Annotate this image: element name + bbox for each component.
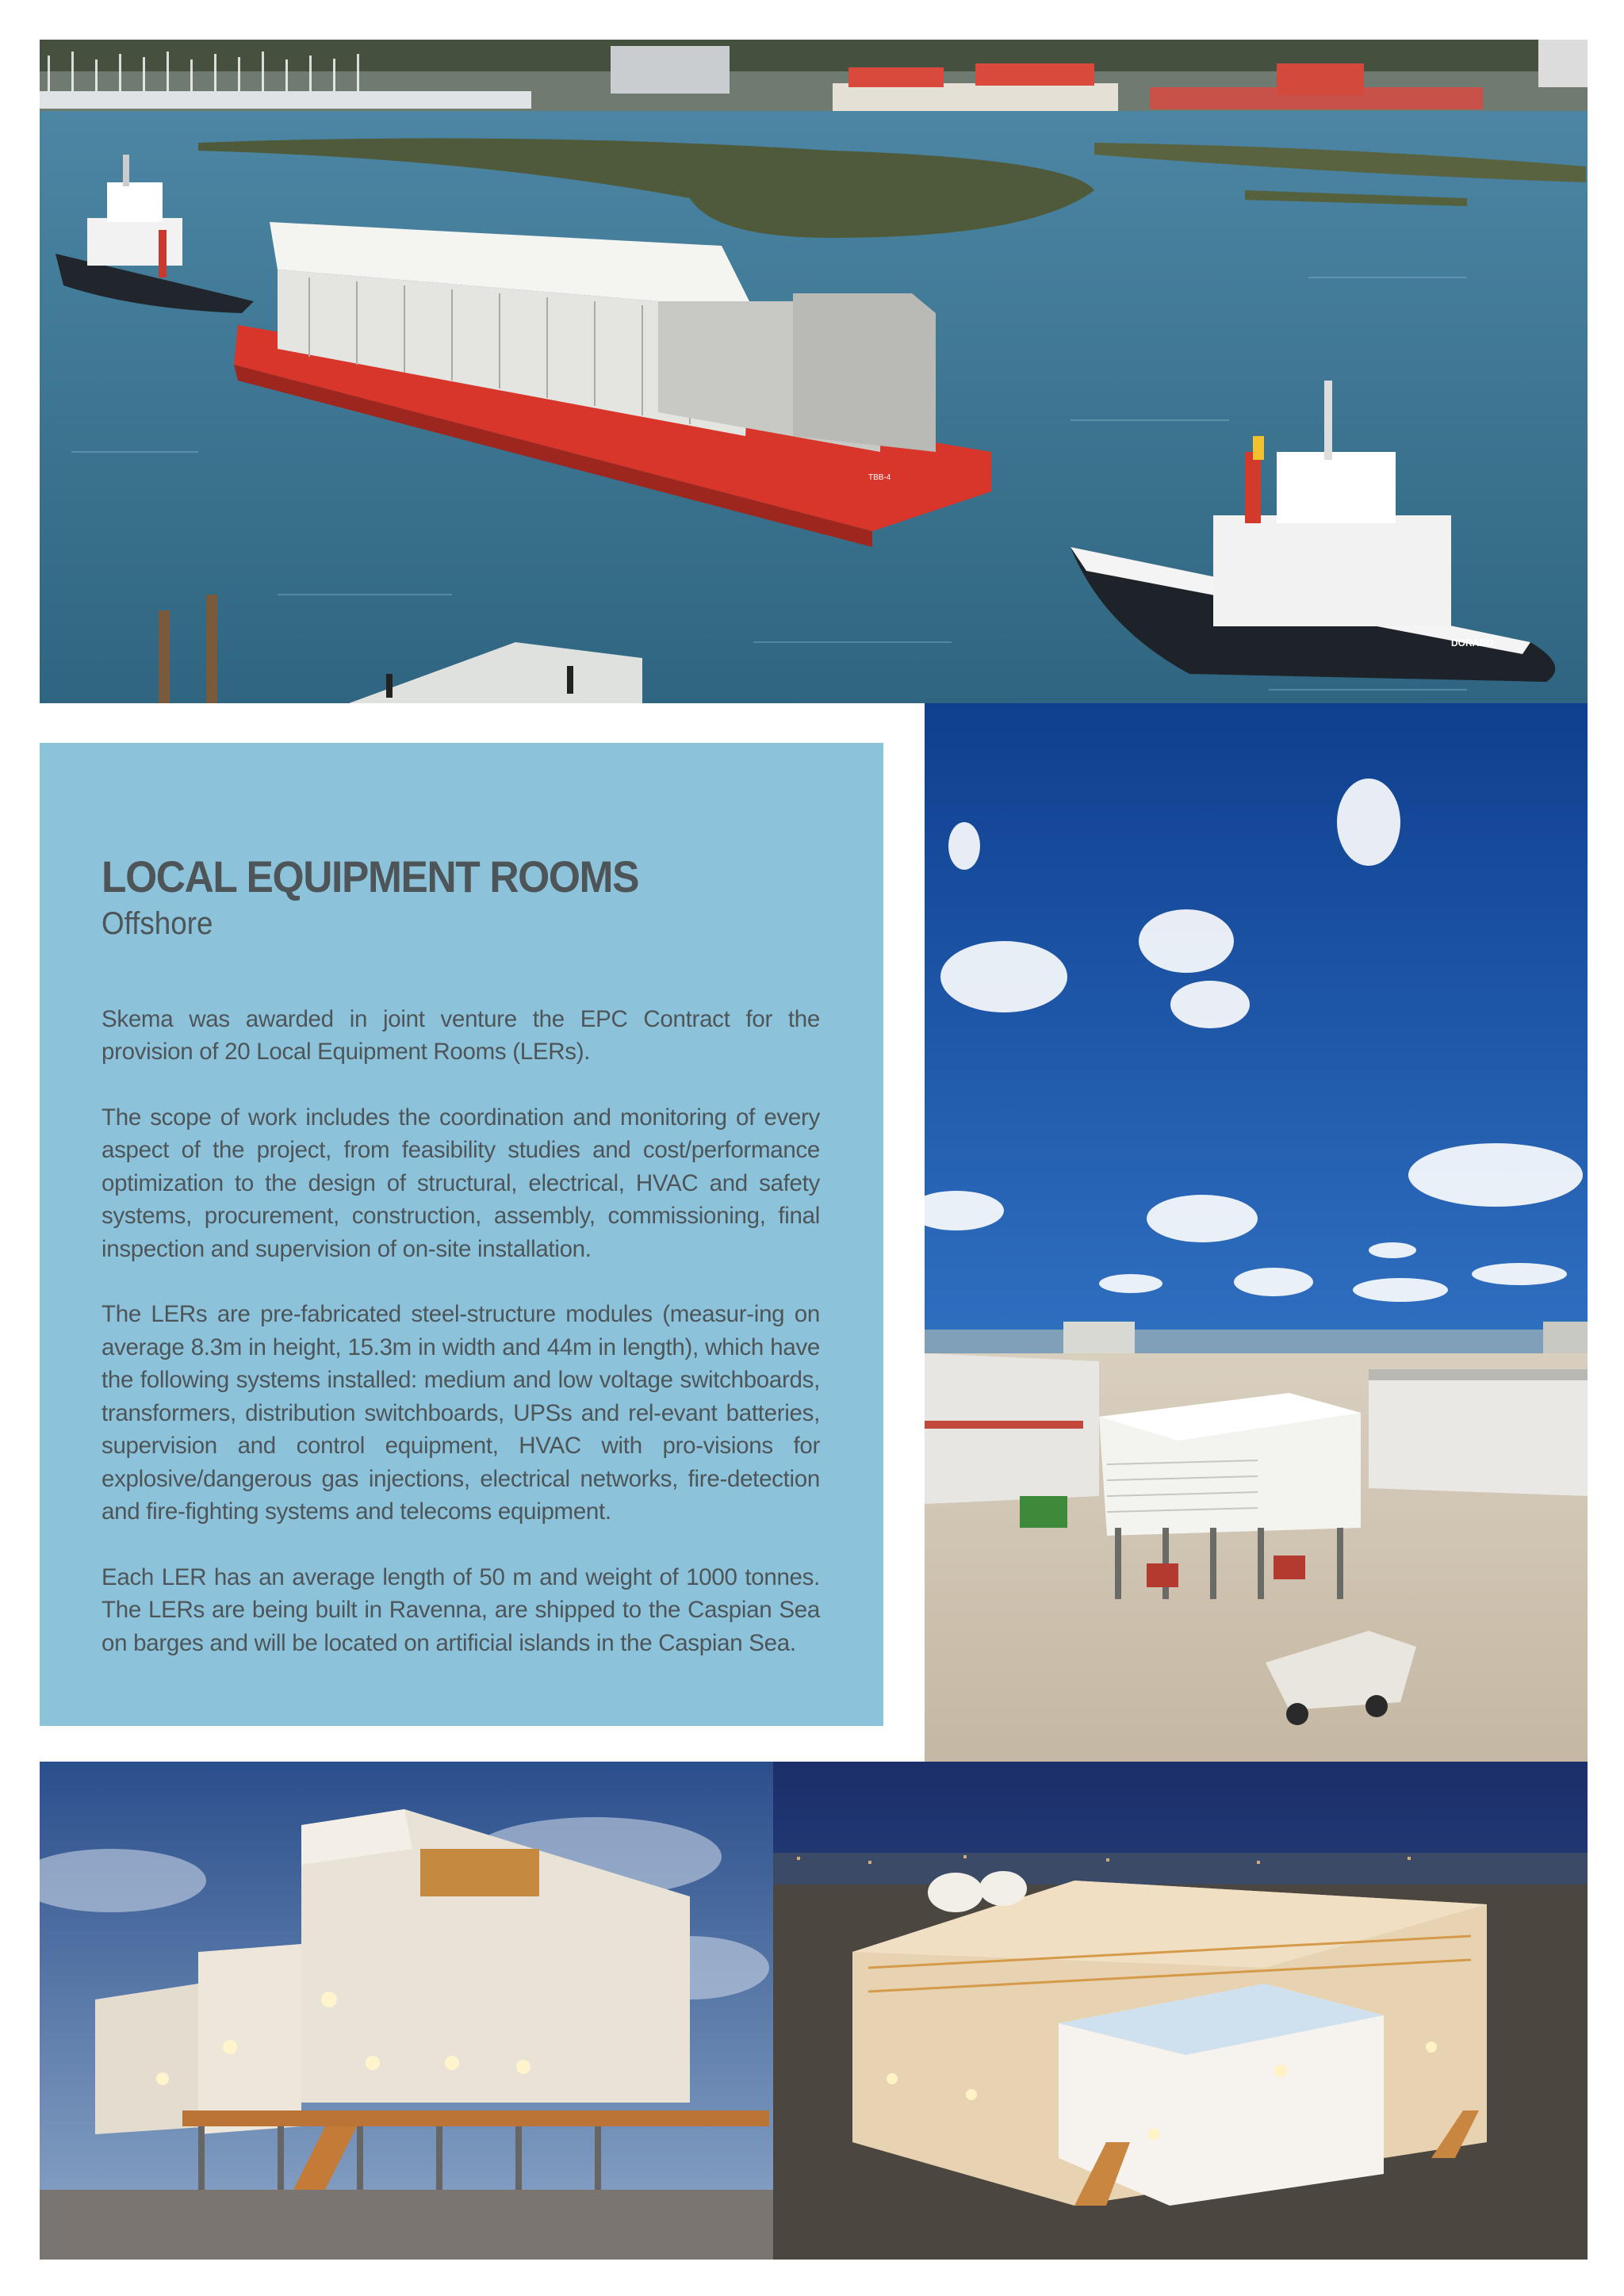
lit-module-night-photo: [773, 1762, 1588, 2260]
lit-module-dusk-photo: [40, 1762, 773, 2260]
page-title: LOCAL EQUIPMENT ROOMS: [102, 851, 639, 901]
body-paragraph: The scope of work includes the coordination and monitoring of every aspect of the project, from feasibility studies and cost/performance optimization to the design of structural, electrical, HVAC and safety systems, procurement, construction, assembly, commissioning, final inspection and supervision of on-site installation.: [102, 1104, 820, 1262]
body-paragraph: Skema was awarded in joint venture the EPC Contract for the provision of 20 Local Equipment Rooms (LERs).: [102, 1005, 820, 1066]
svg-text:DORADO: DORADO: [1451, 637, 1494, 649]
svg-text:TBB-4: TBB-4: [868, 473, 891, 482]
construction-yard-photo: [925, 703, 1588, 1762]
body-paragraph: Each LER has an average length of 50 m and weight of 1000 tonnes. The LERs are being built in Ravenna, are shipped to the Caspian Sea on barges and will be located on artificial islands in the Caspian Sea.: [102, 1563, 820, 1656]
page-subtitle: Offshore: [102, 905, 213, 941]
body-paragraph: The LERs are pre-fabricated steel-structure modules (measur-ing on average 8.3m in height, 15.3m in width and 44m in length), which have the following systems installed: medium and low voltage switchboards, transformers, distribution switchboards, UPSs and rel-evant batteries, supervision and control equipment, HVAC with pro-visions for explosive/dangerous gas injections, electrical networks, fire-detection and fire-fighting systems and telecoms equipment.: [102, 1301, 820, 1525]
text-panel: [40, 743, 883, 1726]
harbor-photo: [40, 40, 1588, 703]
